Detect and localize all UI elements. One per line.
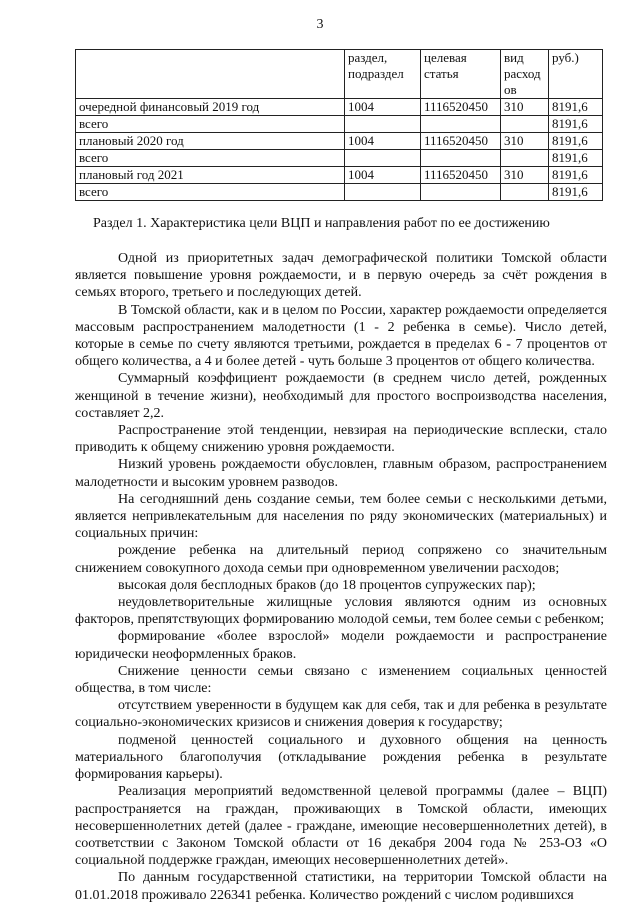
table-cell: 1004 [345,167,421,184]
paragraph: В Томской области, как и в целом по России, характер рождаемости определяется массовым распространением малодетности (1 - 2 ребенка в семье). Число детей, которые в семье по счету являются третьими, рождается в пределах 6 - 7 процентов от общего количества, а 4 и более детей - чуть больше 3 процентов от общего количества. [75,302,607,370]
table-cell: всего [76,116,345,133]
table-cell: 8191,6 [549,150,603,167]
table-cell: всего [76,184,345,201]
body-text [75,250,607,904]
table-cell: 8191,6 [549,116,603,133]
paragraph: формирование «более взрослой» модели рождаемости и распространение юридически неоформленных браков. [75,629,607,662]
table-cell [501,184,549,201]
table-cell: 8191,6 [549,167,603,184]
table-cell: плановый год 2021 [76,167,345,184]
table-cell: 1004 [345,133,421,150]
table-cell: всего [76,150,345,167]
table-cell [421,116,501,133]
table-cell [345,116,421,133]
table-header-cell: целевая статья [421,50,501,99]
paragraph: Одной из приоритетных задач демографической политики Томской области является повышение уровня рождаемости, и в первую очередь за счёт рождения в семьях второго, третьего и последующих детей. [75,251,607,301]
paragraph: отсутствием уверенности в будущем как для себя, так и для ребенка в результате социально-экономических кризисов и снижения доверия к государству; [75,698,607,731]
table-header-row [76,50,603,99]
table-cell [421,184,501,201]
paragraph: Низкий уровень рождаемости обусловлен, главным образом, распространением малодетности и высоким уровнем разводов. [75,457,607,490]
table-cell [345,150,421,167]
table-row [76,167,603,184]
page-number: 3 [316,17,324,32]
table-header-cell: раздел, подраздел [345,50,421,99]
table-cell: 310 [501,133,549,150]
table-row [76,116,603,133]
budget-table [75,49,603,201]
paragraph: Распространение этой тенденции, невзирая на периодические всплески, стало приводить к общему снижению уровня рождаемости. [75,423,607,456]
table-row [76,184,603,201]
table-cell [501,150,549,167]
table-row [76,99,603,116]
paragraph: неудовлетворительные жилищные условия являются одним из основных факторов, препятствующих формированию молодой семьи, тем более семьи с ребенком; [75,595,607,628]
paragraph: По данным государственной статистики, на территории Томской области на 01.01.2018 проживало 226341 ребенка. Количество рождений с числом родившихся [75,870,607,903]
paragraph: Суммарный коэффициент рождаемости (в среднем число детей, рожденных женщиной в течение жизни), необходимый для простого воспроизводства населения, составляет 2,2. [75,371,607,421]
table-cell: 310 [501,99,549,116]
table-cell: 310 [501,167,549,184]
paragraph: подменой ценностей социального и духовного общения на ценность материального благополучия (откладывание рождения ребенка в результате формирования карьеры). [75,732,607,783]
paragraph: высокая доля бесплодных браков (до 18 процентов супружеских пар); [118,577,536,593]
table-cell: 1116520450 [421,167,501,184]
table-header-cell: руб.) [549,50,603,99]
table-cell [345,184,421,201]
paragraph: Снижение ценности семьи связано с изменением социальных ценностей общества, в том числе: [75,663,607,697]
table-cell: 1004 [345,99,421,116]
table-cell: плановый 2020 год [76,133,345,150]
table-cell: очередной финансовый 2019 год [76,99,345,116]
paragraph: рождение ребенка на длительный период сопряжено со значительным снижением совокупного дохода семьи при одновременном увеличении расходов; [75,543,607,576]
table-cell: 8191,6 [549,184,603,201]
table-cell [501,116,549,133]
table-header-cell: вид расход ов [501,50,549,99]
table-row [76,150,603,167]
table-cell: 8191,6 [549,99,603,116]
table-cell: 8191,6 [549,133,603,150]
table-cell: 1116520450 [421,99,501,116]
section-title: Раздел 1. Характеристика цели ВЦП и направления работ по ее достижению [93,216,550,231]
table-header-cell [76,50,345,99]
paragraph: На сегодняшний день создание семьи, тем более семьи с несколькими детьми, является непривлекательным для населения по ряду экономических (материальных) и социальных причин: [75,491,607,542]
table-cell: 1116520450 [421,133,501,150]
table-cell [421,150,501,167]
paragraph: Реализация мероприятий ведомственной целевой программы (далее – ВЦП) распространяется на граждан, проживающих в Томской области, имеющих несовершеннолетних детей (далее - граждане, имеющие несовершеннолетних детей), в соответствии с Законом Томской области от 16 декабря 2004 года № 253-ОЗ «О социальной поддержке граждан, имеющих несовершеннолетних детей». [75,784,607,869]
table-row [76,133,603,150]
